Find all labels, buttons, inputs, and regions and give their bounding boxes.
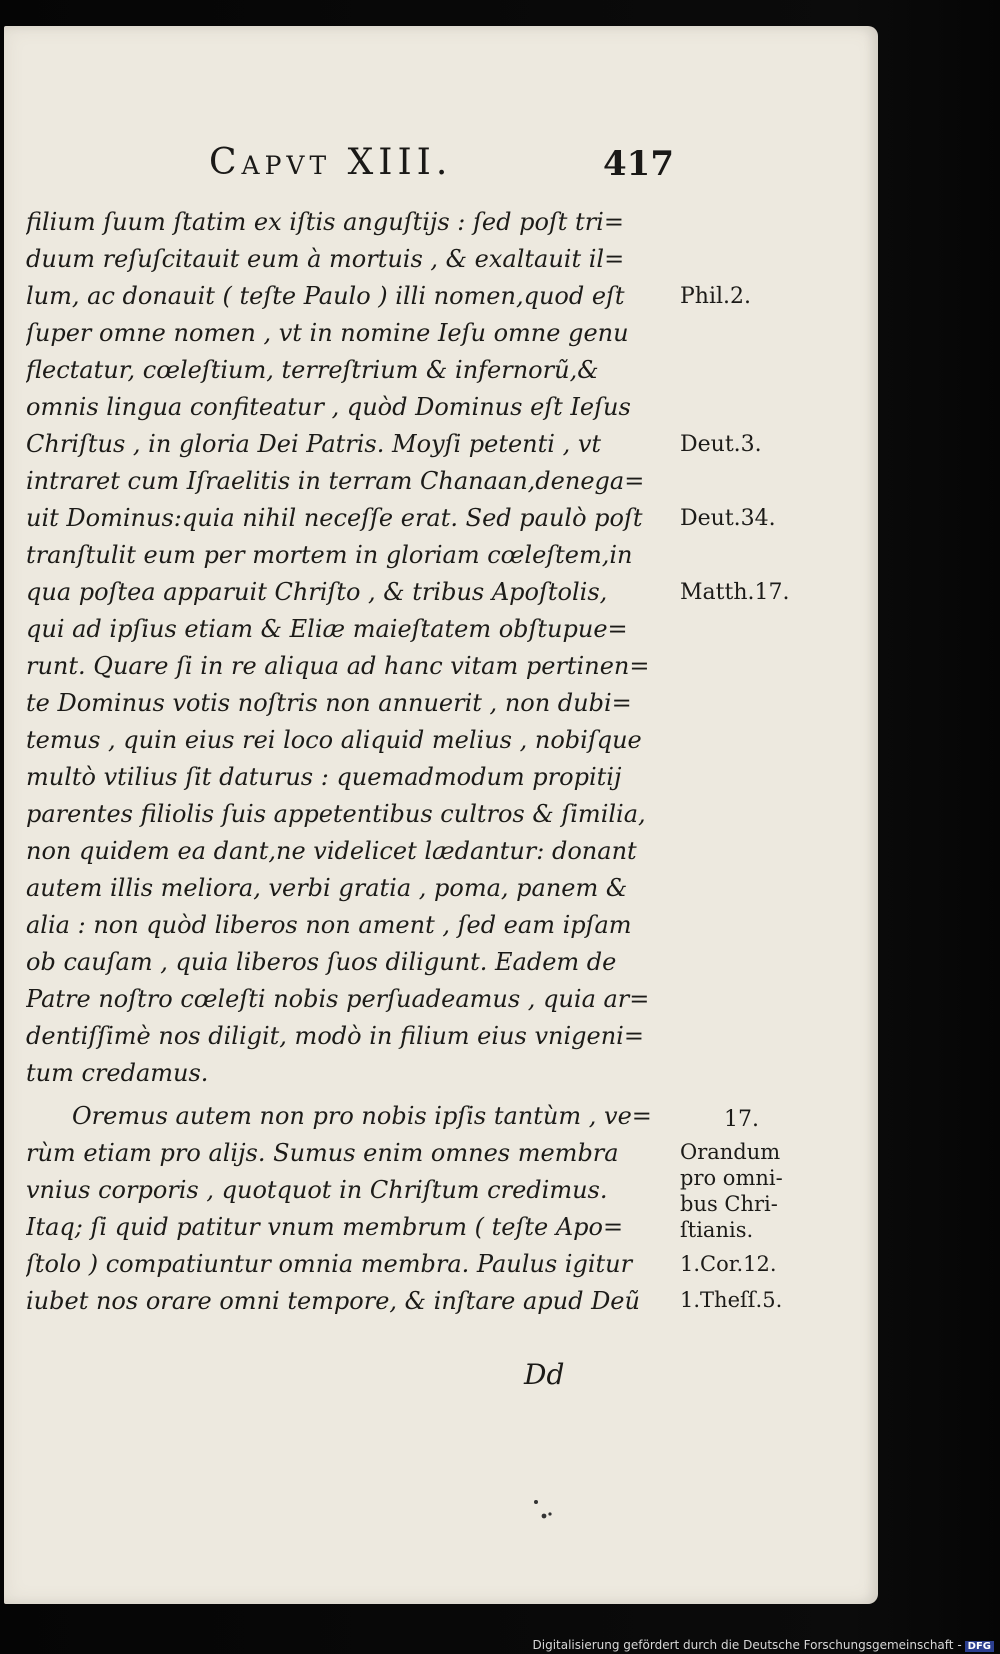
text-line: autem illis meliora, verbi gratia , poma, panem &	[26, 874, 628, 902]
text-line: non quidem ea dant,ne videlicet lædantur: donant	[26, 837, 637, 865]
margin-note-deut3: Deut.3.	[680, 432, 762, 457]
page-number: 417	[603, 144, 674, 184]
section-number: 17.	[724, 1107, 759, 1132]
text-line: alia : non quòd liberos non ament , ſed eam ipſam	[26, 911, 632, 939]
text-line: dentiſſimè nos diligit, modò in filium eius vnigeni=	[26, 1022, 644, 1050]
main-text	[26, 204, 674, 1320]
margin-note-orandum: bus Chri-	[680, 1192, 778, 1216]
digitization-footer	[533, 1638, 995, 1652]
text-line: uit Dominus:quia nihil neceſſe erat. Sed paulò poſt	[26, 504, 643, 532]
text-line: Itaq; ſi quid patitur vnum membrum ( teſte Apo=	[26, 1213, 624, 1241]
margin-note-matth: Matth.17.	[680, 580, 790, 605]
text-line: ſuper omne nomen , vt in nomine Ieſu omne genu	[26, 319, 629, 347]
text-line: lum, ac donauit ( teſte Paulo ) illi nomen,quod eſt	[26, 282, 625, 310]
margin-note-orandum: pro omni-	[680, 1166, 783, 1190]
book-page	[4, 26, 878, 1604]
text-line: intraret cum Iſraelitis in terram Chanaan,denega=	[26, 467, 645, 495]
text-line: omnis lingua confiteatur , quòd Dominus eſt Ieſus	[26, 393, 631, 421]
footer-text: Digitalisierung gefördert durch die Deutsche Forschungsgemeinschaft -	[532, 1638, 962, 1652]
ink-specks	[532, 1496, 572, 1536]
text-line: Oremus autem non pro nobis ipſis tantùm , ve=	[72, 1102, 652, 1130]
text-line: multò vtilius ſit daturus : quemadmodum propitij	[26, 763, 622, 791]
running-header	[24, 142, 674, 192]
text-line: qui ad ipſius etiam & Eliæ maieſtatem obſtupue=	[26, 615, 628, 643]
margin-note-cor: 1.Cor.12.	[680, 1252, 777, 1276]
text-line: rùm etiam pro alijs. Sumus enim omnes membra	[26, 1139, 619, 1167]
text-line: tranſtulit eum per mortem in gloriam cœleſtem,in	[26, 541, 633, 569]
text-line: iubet nos orare omni tempore, & inſtare apud Deũ	[26, 1287, 640, 1315]
margin-note-phil: Phil.2.	[680, 284, 752, 309]
text-line: Chriſtus , in gloria Dei Patris. Moyſi petenti , vt	[26, 430, 602, 458]
text-line: te Dominus votis noſtris non annuerit , non dubi=	[26, 689, 632, 717]
margin-note-orandum: ſtianis.	[680, 1218, 754, 1242]
signature-mark: Dd	[524, 1358, 565, 1391]
text-line: tum credamus.	[26, 1059, 209, 1087]
text-line: flectatur, cœleſtium, terreſtrium & infernorũ,&	[26, 356, 599, 384]
text-line: ob cauſam , quia liberos ſuos diligunt. Eadem de	[26, 948, 617, 976]
chapter-title: Capvt XIII.	[209, 142, 453, 183]
margin-note-deut34: Deut.34.	[680, 506, 776, 531]
text-line: vnius corporis , quotquot in Chriſtum credimus.	[26, 1176, 608, 1204]
margin-note-thess: 1.Theſſ.5.	[680, 1288, 783, 1312]
text-line: parentes filiolis ſuis appetentibus cultros & ſimilia,	[26, 800, 646, 828]
text-line: duum reſuſcitauit eum à mortuis , & exaltauit il=	[26, 245, 625, 273]
text-line: runt. Quare ſi in re aliqua ad hanc vitam pertinen=	[26, 652, 650, 680]
text-line: qua poſtea apparuit Chriſto , & tribus Apoſtolis,	[26, 578, 608, 606]
text-line: ſtolo ) compatiuntur omnia membra. Paulus igitur	[26, 1250, 633, 1278]
text-line: Patre noſtro cœleſti nobis perſuadeamus , quia ar=	[26, 985, 650, 1013]
dfg-logo: DFG	[965, 1641, 994, 1652]
margin-note-orandum: Orandum	[680, 1140, 781, 1164]
text-line: temus , quin eius rei loco aliquid melius , nobiſque	[26, 726, 642, 754]
text-line: filium ſuum ſtatim ex iſtis anguſtijs : ſed poſt tri=	[26, 208, 624, 236]
